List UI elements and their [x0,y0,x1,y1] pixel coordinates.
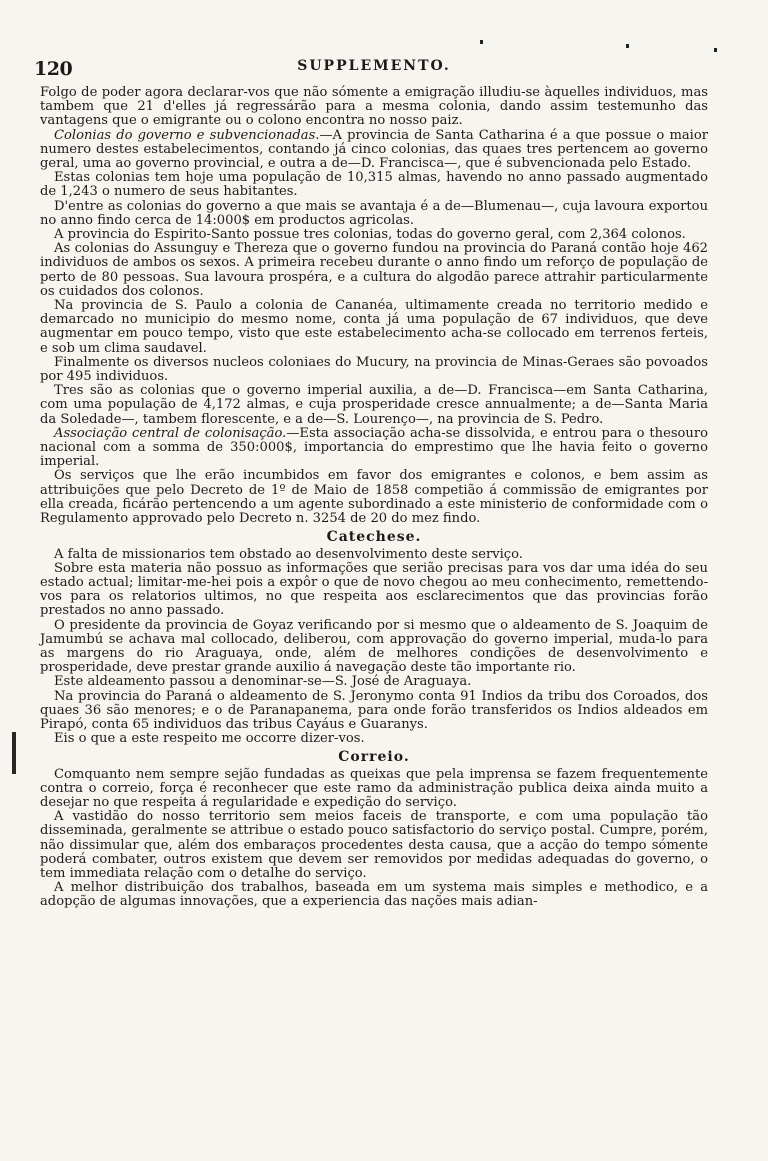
paragraph-associacao [40,427,708,470]
paragraph: Sobre esta materia não possuo as informações que serião precisas para vos dar uma idéa do seu estado actual; limitar-me-hei pois a expôr o que de novo chegou ao meu conhecimento, remettendo-vos para os relatorios ultimos, no que respeita aos esclarecimentos que das provincias forão prestados no anno passado. [40,560,708,619]
section-heading-catechese: Catechese. [326,529,422,546]
paragraph: Os serviços que lhe erão incumbidos em favor dos emigrantes e colonos, e bem assim as attribuições que pelo Decreto de 1º de Maio de 1858 competião á commissão de emigrantes por ella creada, ficárão pertencendo a um agente subordinado a este ministerio de conformidade com o Regulamento approvado pelo Decreto n. 3254 de 20 do mez findo. [40,468,708,527]
paragraph: Tres são as colonias que o governo imperial auxilia, a de—D. Francisca—em Santa Catharina, com uma população de 4,172 almas, e cuja prosperidade cresce annualmente; a de—Santa Maria da Soledade—, tambem florescente, e a de—S. Lourenço—, na provincia de S. Pedro. [40,383,708,427]
paragraph: Finalmente os diversos nucleos coloniaes do Mucury, na provincia de Minas-Geraes são povoados por 495 individuos. [40,354,708,385]
document-page [34,58,708,910]
paragraph: A provincia do Espirito-Santo possue tres colonias, todas do governo geral, com 2,364 colonos. [54,227,686,243]
paragraph: Este aldeamento passou a denominar-se—S. José de Araguaya. [54,674,472,690]
body-text [40,86,708,910]
paragraph: Eis o que a este respeito me occorre dizer-vos. [54,731,365,747]
paragraph: Estas colonias tem hoje uma população de 10,315 almas, havendo no anno passado augmentado de 1,243 o numero de seus habitantes. [40,170,708,200]
print-speck [714,48,717,52]
paragraph: Na provincia do Paraná o aldeamento de S. Jeronymo conta 91 Indios da tribu dos Coroados, dos quaes 36 são menores; e o de Paranapanema, para onde forão transferidos os Indios aldeados em Pirapó, conta 65 individuos das tribus Cayáus e Guaranys. [40,688,708,732]
margin-ink-mark [12,732,16,774]
print-speck [626,44,629,48]
page-number: 120 [34,58,73,80]
paragraph: A falta de missionarios tem obstado ao desenvolvimento deste serviço. [54,546,523,562]
section-heading-correio: Correio. [338,749,410,766]
page-header [34,58,708,86]
section-label: Colonias do governo e subvencionadas. [54,127,320,143]
paragraph: A vastidão do nosso territorio sem meios faceis de transporte, e com uma população tão disseminada, geralmente se attribue o estado pouco satisfactorio do serviço postal. Cumpre, porém, não dissimular que, além dos embaraços procedentes desta causa, que a acção do tempo sómente poderá combater, outros existem que devem ser removidos por medidas adequadas do governo, o tem immediata relação com o detalhe do serviço. [40,809,708,881]
paragraph: Folgo de poder agora declarar-vos que não sómente a emigração illudiu-se àquelles individuos, mas tambem que 21 d'elles já regressárão para a mesma colonia, dando assim testemunho das vantagens que o emigrante ou o colono encontra no nosso paiz. [40,85,708,129]
running-title: SUPPLEMENTO. [297,58,451,74]
paragraph: As colonias do Assunguy e Thereza que o governo fundou na provincia do Paraná contão hoje 462 individuos de ambos os sexos. A primeira recebeu durante o anno findo um reforço de população de perto de 80 pessoas. Sua lavoura prospéra, e a cultura do algodão parece attrahir particularmente os cuidados dos colonos. [40,241,708,299]
paragraph-lead: —Esta associação acha-se dissolvida, e entrou para o thesouro nacional com a somma de 350:000$, importancia do emprestimo que lhe havia feito o governo imperial. [40,425,708,470]
paragraph: Na provincia de S. Paulo a colonia de Cananéa, ultimamente creada no territorio medido e demarcado no municipio do mesmo nome, conta já uma população de 67 individuos, que deve augmentar em pouco tempo, visto que este estabelecimento acha-se collocado em terrenos ferteis, e sob um clima saudavel. [40,298,708,356]
paragraph: D'entre as colonias do governo a que mais se avantaja é a de—Blumenau—, cuja lavoura exportou no anno findo cerca de 14:000$ em productos agricolas. [40,198,708,228]
paragraph-lead: —A provincia de Santa Catharina é a que possue o maior numero destes estabelecimentos, contando já cinco colonias, das quaes tres pertencem ao governo geral, uma ao governo provincial, e outra a de—D. Francisca—, que é subvencionada pelo Estado. [40,127,708,172]
section-label: Associação central de colonisação. [54,425,287,441]
paragraph: O presidente da provincia de Goyaz verificando por si mesmo que o aldeamento de S. Joaquim de Jamumbú se achava mal collocado, deliberou, com approvação do governo imperial, muda-lo para as margens do rio Araguaya, onde, além de melhores condições de desenvolvimento e prosperidade, deve prestar grande auxilio á navegação deste tão importante rio. [40,617,708,676]
paragraph: Comquanto nem sempre sejão fundadas as queixas que pela imprensa se fazem frequentemente contra o correio, força é reconhecer que este ramo da administração publica deixa ainda muito a desejar no que respeita á regularidade e expedição do serviço. [40,766,708,810]
paragraph-colonias [40,129,708,172]
print-speck [480,40,483,44]
paragraph: A melhor distribuição dos trabalhos, baseada em um systema mais simples e methodico, e a adopção de algumas innovações, que a experiencia das nações mais adian- [40,880,708,910]
